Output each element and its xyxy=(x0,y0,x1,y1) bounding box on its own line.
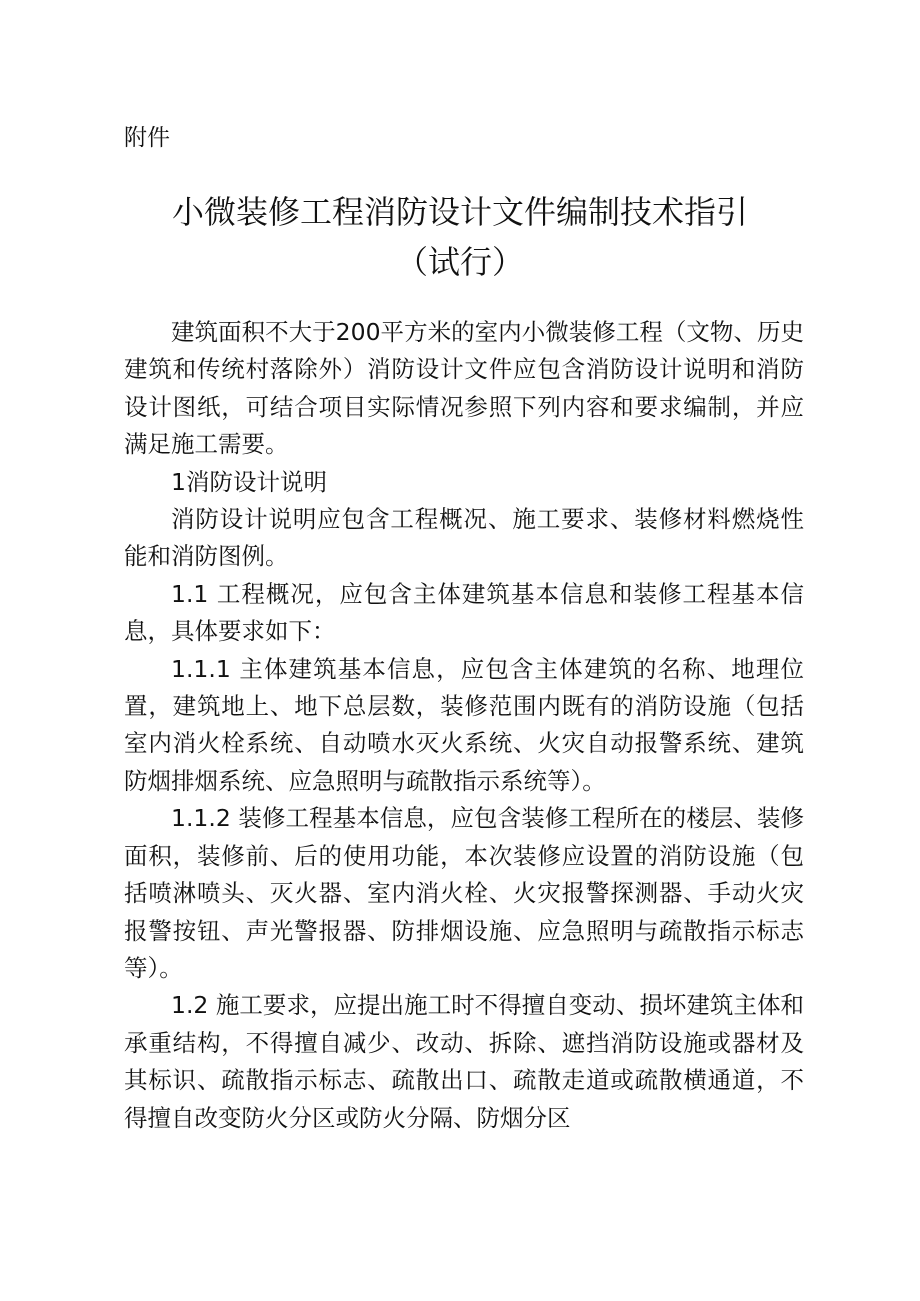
paragraph-1-2-construction-requirements: 1.2 施工要求，应提出施工时不得擅自变动、损坏建筑主体和承重结构，不得擅自减少、改动、拆除、遮挡消防设施或器材及其标识、疏散指示标志、疏散出口、疏散走道或疏散横通道，不得擅自改变防火分区或防火分隔、防烟分区 xyxy=(124,991,804,1132)
paragraph-intro: 建筑面积不大于200平方米的室内小微装修工程（文物、历史建筑和传统村落除外）消防设计文件应包含消防设计说明和消防设计图纸，可结合项目实际情况参照下列内容和要求编制，并应满足施工需要。 xyxy=(124,318,804,459)
attachment-label: 附件 xyxy=(124,125,170,151)
paragraph-1-1-1-main-building-info: 1.1.1 主体建筑基本信息，应包含主体建筑的名称、地理位置，建筑地上、地下总层数，装修范围内既有的消防设施（包括室内消火栓系统、自动喷水灭火系统、火灾自动报警系统、建筑防烟排烟系统、应急照明与疏散指示系统等）。 xyxy=(124,654,804,795)
paragraph-design-description: 消防设计说明应包含工程概况、施工要求、装修材料燃烧性能和消防图例。 xyxy=(124,505,804,571)
document-body xyxy=(124,314,804,1137)
paragraph-1-1-2-decoration-project-info: 1.1.2 装修工程基本信息，应包含装修工程所在的楼层、装修面积，装修前、后的使用功能，本次装修应设置的消防设施（包括喷淋喷头、灭火器、室内消火栓、火灾报警探测器、手动火灾报警按钮、声光警报器、防排烟设施、应急照明与疏散指示标志等）。 xyxy=(124,804,804,982)
document-title-trial: （试行） xyxy=(395,243,524,281)
paragraph-1-1-project-overview: 1.1 工程概况，应包含主体建筑基本信息和装修工程基本信息，具体要求如下： xyxy=(124,579,804,646)
document-title: 小微装修工程消防设计文件编制技术指引 xyxy=(171,193,748,231)
section-heading-fire-design-description: 1消防设计说明 xyxy=(171,467,327,496)
